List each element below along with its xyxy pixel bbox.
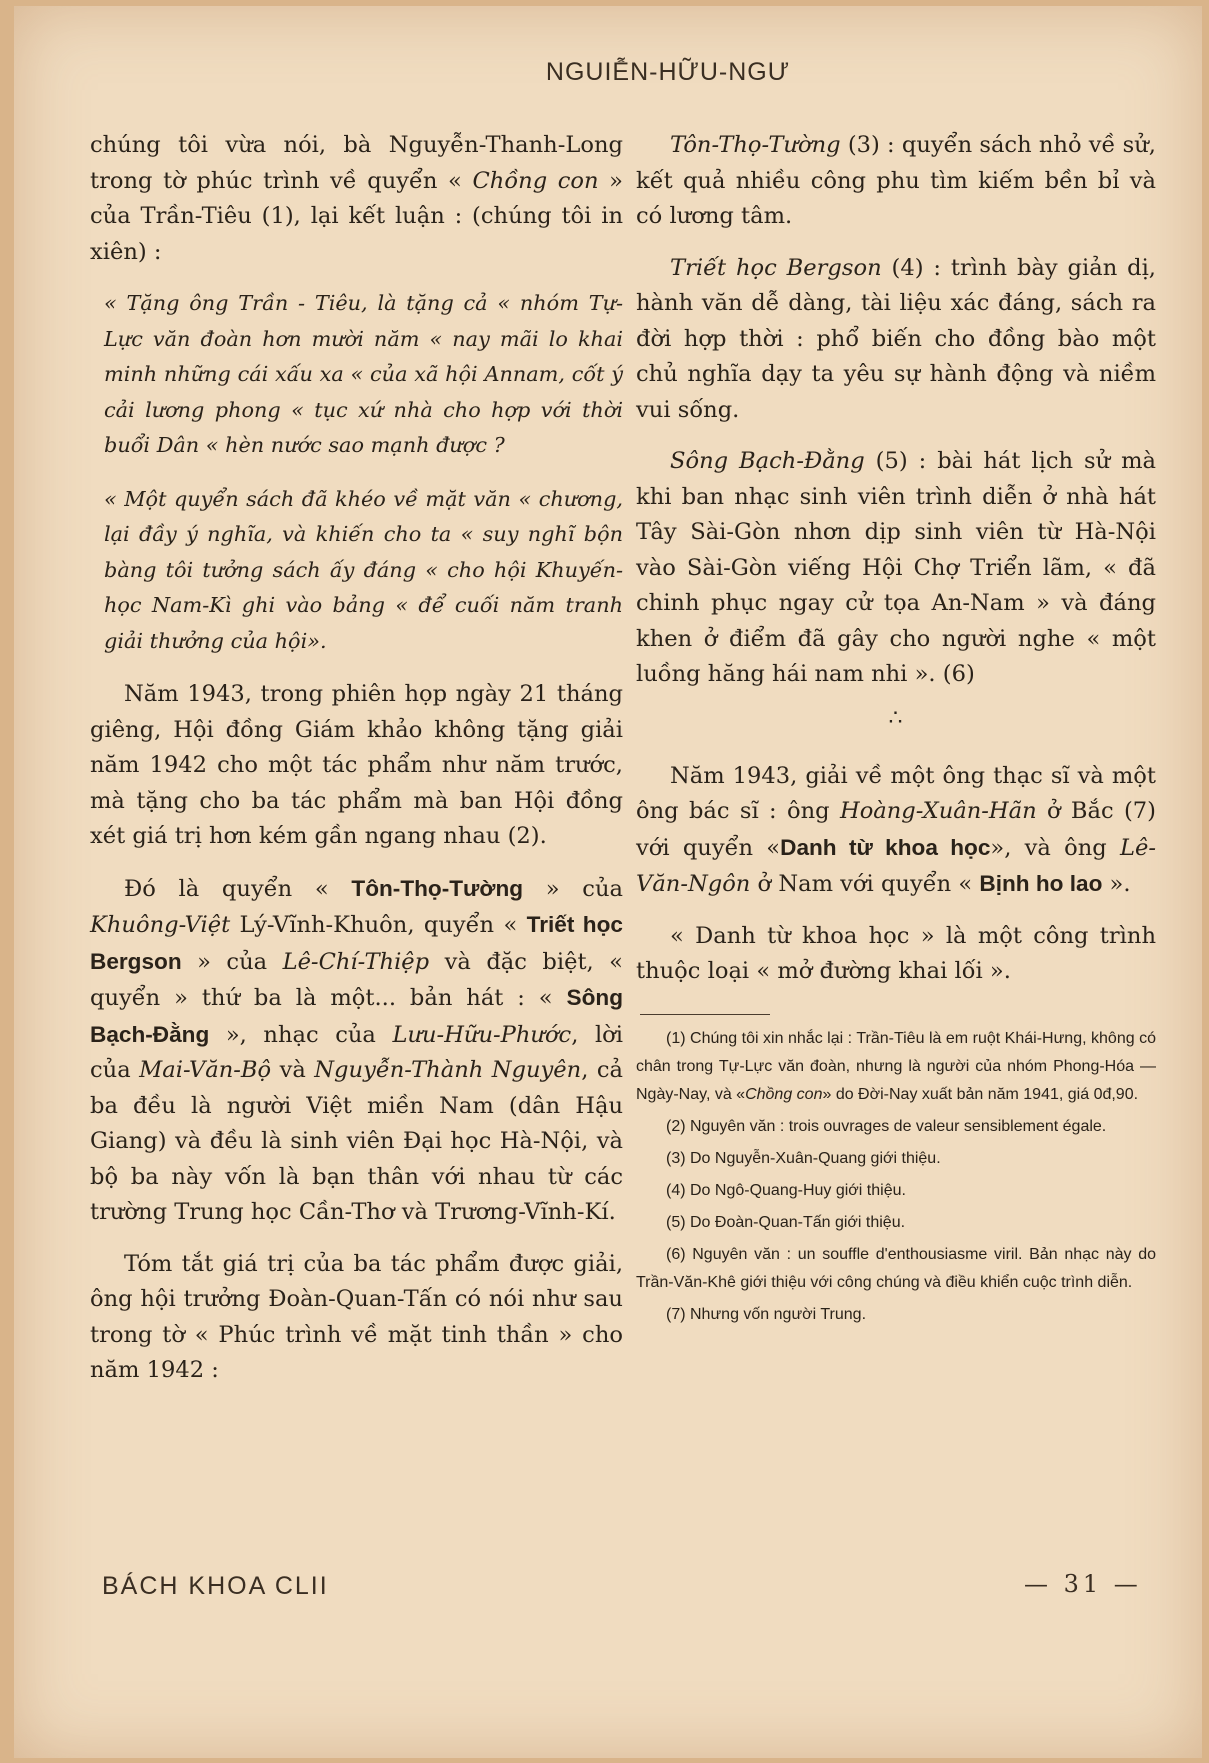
right-column xyxy=(636,128,1156,1333)
text: », nhạc của xyxy=(209,1021,393,1048)
work-title: Tôn-Thọ-Tường xyxy=(351,875,524,901)
work-title: Triết học Bergson xyxy=(670,254,882,281)
text: (1) Chúng tôi xin nhắc lại : Trần-Tiêu là em ruột Khái-Hưng, không có chân trong Tự-Lực văn đoàn, nhưng là người của nhóm Phong-Hóa — Ngày-Nay, và « xyxy=(636,1029,1156,1103)
page-number: — 31 — xyxy=(1024,1570,1142,1598)
text: , cả ba đều là người Việt miền Nam (dân Hậu Giang) và đều là sinh viên Đại học Hà-Nội, và bộ ba này vốn là bạn thân với nhau từ các trường Trung học Cần-Thơ và Trương-Vĩnh-Kí. xyxy=(90,1057,623,1225)
text: và đặc biệt, « quyển » thứ ba là một... bản hát : « xyxy=(90,948,623,1011)
text: ở Nam với quyển « xyxy=(750,871,980,897)
text: ở Bắc (7) với quyển « xyxy=(636,798,1156,861)
review-triethoc xyxy=(636,251,1156,429)
author-name: Mai-Văn-Bộ xyxy=(139,1057,272,1083)
footnote-4: (4) Do Ngô-Quang-Huy giới thiệu. xyxy=(666,1181,906,1199)
text: » do Đời-Nay xuất bản năm 1941, giá 0đ,90. xyxy=(822,1085,1139,1103)
right-paragraph-1943 xyxy=(636,759,1156,903)
author-name: Lê-Chí-Thiệp xyxy=(282,948,430,975)
text: » của xyxy=(523,875,623,902)
footnote-7: (7) Nhưng vốn người Trung. xyxy=(666,1305,867,1323)
scanned-page xyxy=(14,6,1202,1758)
text: ». xyxy=(1102,871,1131,897)
right-paragraph-danhtu: « Danh từ khoa học » là một công trình thuộc loại « mở đường khai lối ». xyxy=(636,922,1156,984)
footnote-1 xyxy=(636,1025,1156,1109)
footnote-5: (5) Do Đoàn-Quan-Tấn giới thiệu. xyxy=(666,1213,906,1231)
quote-block-2: « Một quyển sách đã khéo về mặt văn « chương, lại đầy ý nghĩa, và khiến cho ta « suy nghĩ bộn bàng tôi tưởng sách ấy đáng « cho hội Khuyến-học Nam-Kì ghi vào bảng « để cuối năm tranh giải thưởng của hội». xyxy=(104,486,623,653)
text: » của xyxy=(181,948,283,975)
text: Đó là quyển « xyxy=(124,875,352,902)
work-title: Danh từ khoa học xyxy=(780,834,991,860)
book-title: Chồng con xyxy=(745,1085,823,1103)
text: và xyxy=(271,1057,315,1083)
left-column xyxy=(90,128,623,1405)
left-paragraph-1 xyxy=(90,128,623,270)
text: », và ông xyxy=(990,834,1120,861)
book-title: Chồng con xyxy=(472,167,599,194)
work-title: Sông Bạch-Đằng xyxy=(670,448,865,474)
left-paragraph-4: Tóm tắt giá trị của ba tác phẩm được giải, ông hội trưởng Đoàn-Quan-Tấn có nói như sau trong tờ « Phúc trình về mặt tinh thần » cho năm 1942 : xyxy=(90,1250,623,1383)
review-songbachdang xyxy=(636,444,1156,693)
author-name: Nguyễn-Thành Nguyên xyxy=(314,1057,582,1083)
quote-block-1: « Tặng ông Trần - Tiêu, là tặng cả « nhóm Tự-Lực văn đoàn hơn mười năm « nay mãi lo khai minh những cái xấu xa « của xã hội Annam, cốt ý cải lương phong « tục xứ nhà cho hợp với thời buổi Dân « hèn nước sao mạnh được ? xyxy=(104,291,623,457)
text: » của Trần-Tiêu (1), lại kết luận : (chúng tôi in xiên) : xyxy=(90,167,623,265)
author-name: Khuông-Việt xyxy=(90,912,231,938)
footnote-rule xyxy=(640,1014,770,1015)
work-title: Sông Bạch-Đằng xyxy=(90,985,623,1047)
running-header: NGUIỄN-HỮU-NGƯ xyxy=(545,58,791,86)
asterism-divider: ∴ xyxy=(888,705,904,731)
work-title: Triết học Bergson xyxy=(90,912,623,974)
text: Lý-Vĩnh-Khuôn, quyển « xyxy=(230,912,527,938)
text: chúng tôi vừa nói, bà Nguyễn-Thanh-Long trong tờ phúc trình về quyển « xyxy=(90,132,623,194)
review-tonthotuong xyxy=(636,128,1156,235)
author-name: Hoàng-Xuân-Hãn xyxy=(839,798,1037,824)
left-paragraph-3 xyxy=(90,871,623,1231)
author-name: Lưu-Hữu-Phước xyxy=(392,1021,572,1048)
text: Năm 1943, giải về một ông thạc sĩ và một ông bác sĩ : ông xyxy=(636,762,1156,824)
left-paragraph-2: Năm 1943, trong phiên họp ngày 21 tháng giêng, Hội đồng Giám khảo không tặng giải năm 1942 cho một tác phẩm như năm trước, mà tặng cho ba tác phẩm mà ban Hội đồng xét giá trị hơn kém gần ngang nhau (2). xyxy=(90,681,623,849)
footnote-2: (2) Nguyên văn : trois ouvrages de valeur sensiblement égale. xyxy=(666,1117,1107,1135)
text: (5) : bài hát lịch sử mà khi ban nhạc sinh viên trình diễn ở nhà hát Tây Sài-Gòn nhơn dịp sinh viên từ Hà-Nội vào Sài-Gòn viếng Hội Chợ Triển lãm, « đã chinh phục ngay cử tọa An-Nam » và đáng khen ở điểm đã gây cho người nghe « một luồng hăng hái nam nhi ». (6) xyxy=(636,448,1156,687)
text: , lời của xyxy=(90,1021,624,1083)
author-name: Lê-Văn-Ngôn xyxy=(636,834,1156,897)
work-title: Bịnh ho lao xyxy=(979,871,1103,896)
journal-footer: BÁCH KHOA CLII xyxy=(102,1572,329,1600)
text: (3) : quyển sách nhỏ về sử, kết quả nhiều công phu tìm kiếm bền bỉ và có lương tâm. xyxy=(636,132,1156,229)
footnote-6: (6) Nguyên văn : un souffle d'enthousiasme viril. Bản nhạc này do Trần-Văn-Khê giới thiệu với công chúng và điều khiển cuộc trình diễn. xyxy=(636,1245,1156,1291)
work-title: Tôn-Thọ-Tường xyxy=(670,132,841,158)
text: (4) : trình bày giản dị, hành văn dễ dàng, tài liệu xác đáng, sách ra đời hợp thời : phổ biến cho đồng bào một chủ nghĩa dạy ta yêu sự hành động và niềm vui sống. xyxy=(636,254,1156,423)
footnote-3: (3) Do Nguyễn-Xuân-Quang giới thiệu. xyxy=(666,1149,941,1167)
